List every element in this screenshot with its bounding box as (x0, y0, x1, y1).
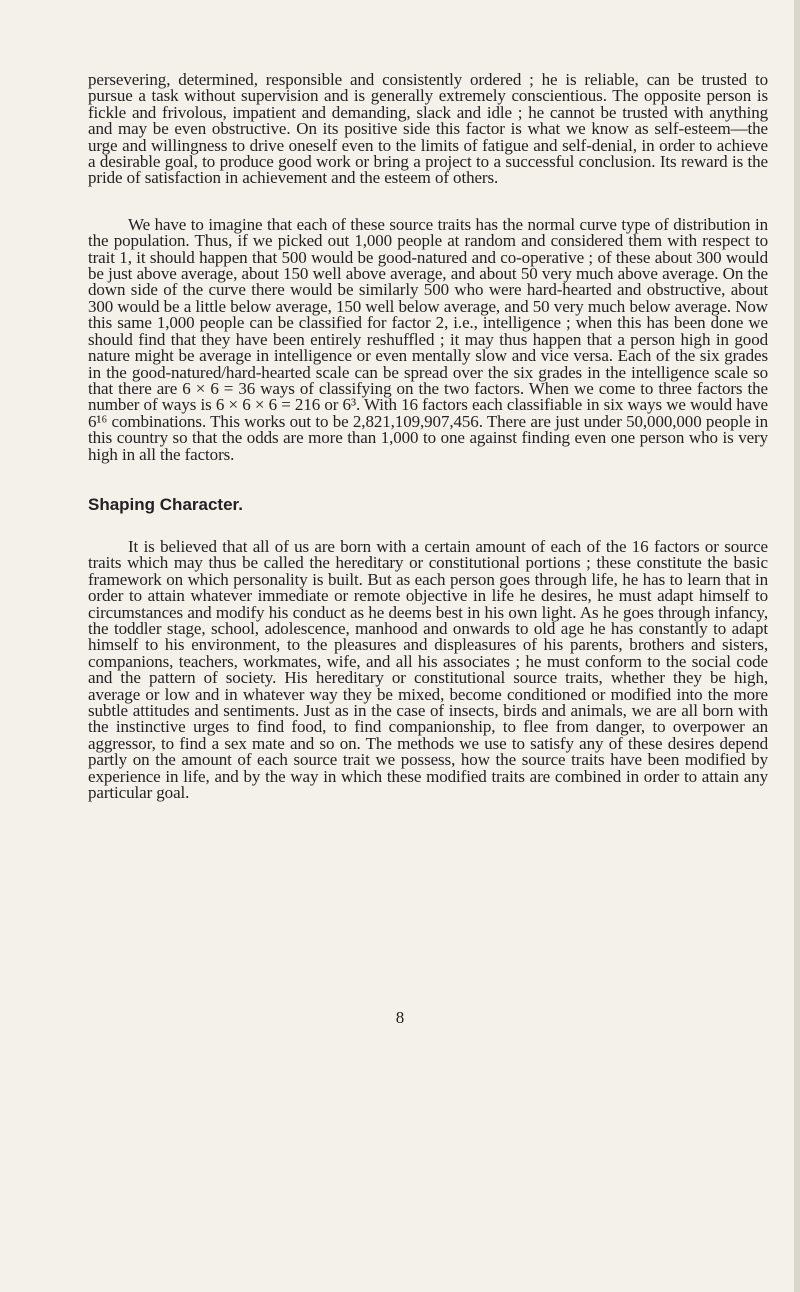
paragraph-continuation: persevering, determined, responsible and consistently ordered ; he is reliable, can be trusted to pursue a task without supervision and is generally extremely conscientious. The opposite person is fickle and frivolous, impatient and demanding, slack and idle ; he cannot be trusted with anything and may be even obstructive. On its positive side this factor is what we know as self-esteem—the urge and willingness to drive oneself even to the limits of fatigue and self-denial, in order to achieve a desirable goal, to produce good work or bring a project to a successful conclusion. Its reward is the pride of satisfaction in achievement and the esteem of others. (88, 70, 768, 188)
page-number: 8 (395, 1008, 405, 1027)
page-body (88, 72, 768, 801)
section-heading: Shaping Character. (88, 494, 243, 514)
paragraph-shaping-character: It is believed that all of us are born with a certain amount of each of the 16 factors or source traits which may thus be called the hereditary or constitutional portions ; these constitute the basic framework on which personality is built. But as each person goes through life, he has to learn that in order to attain whatever immediate or remote objective in life he desires, he must adapt himself to circumstances and modify his conduct as he deems best in his own light. As he goes through infancy, the toddler stage, school, adolescence, manhood and onwards to old age he has constantly to adapt himself to his environment, to the pleasures and displeasures of his parents, brothers and sisters, companions, teachers, workmates, wife, and all his associates ; he must conform to the social code and the pattern of society. His hereditary or constitutional source traits, whether they be high, average or low and in whatever way they be mixed, become conditioned or modified into the more subtle attitudes and sentiments. Just as in the case of insects, birds and animals, we are all born with the instinctive urges to find food, to find companionship, to flee from danger, to overpower an aggressor, to find a sex mate and so on. The methods we use to satisfy any of these desires depend partly on the amount of each source trait we possess, how the source traits have been modified by experience in life, and by the way in which these modified traits are combined in order to attain any particular goal. (88, 536, 768, 803)
paragraph-normal-distribution: We have to imagine that each of these source traits has the normal curve type of distribution in the population. Thus, if we picked out 1,000 people at random and considered them with respect to trait 1, it should happen that 500 would be good-natured and co-operative ; of these about 300 would be just above average, about 150 well above average, and about 50 very much above average. On the down side of the curve there would be similarly 500 who were hard-hearted and obstructive, about 300 would be a little below average, 150 well below average, and 50 very much below average. Now this same 1,000 people can be classified for factor 2, i.e., intelligence ; when this has been done we should find that they have been entirely reshuffled ; it may thus happen that a person high in good nature might be average in intelligence or even mentally slow and vice versa. Each of the six grades in the good-natured/hard-hearted scale can be spread over the six grades in the intelligence scale so that there are 6 × 6 = 36 ways of classifying on the two factors. When we come to three factors the number of ways is 6 × 6 × 6 = 216 or 6³. With 16 factors each classifiable in six ways we would have 6¹⁶ combinations. This works out to be 2,821,109,907,456. There are just under 50,000,000 people in this country so that the odds are more than 1,000 to one against finding even one person who is very high in all the factors. (88, 214, 768, 464)
page-edge (794, 0, 800, 1292)
